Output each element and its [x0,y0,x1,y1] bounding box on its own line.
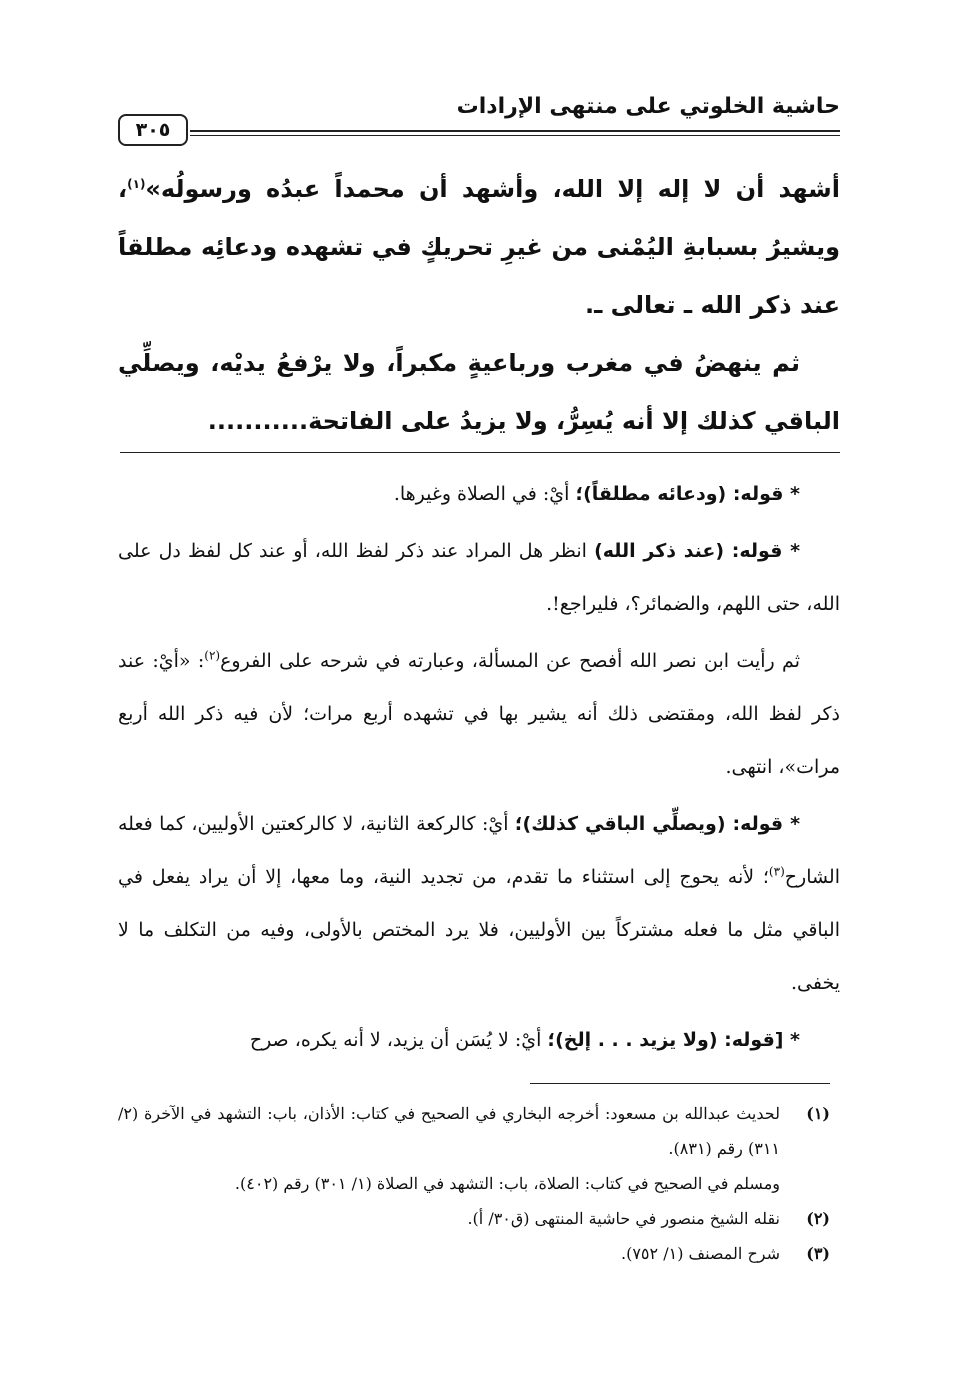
footnote [118,1236,840,1271]
commentary-text: أيْ: لا يُسَن أن يزيد، لا أنه يكره، صرح [249,1029,548,1051]
commentary-text: انظر هل المراد عند ذكر لفظ الله، أو عند كل لفظ دل على الله، حتى اللهم، والضمائر؟، فليراجع!. [118,540,840,615]
matn-text [118,160,840,450]
matn-paragraph-1 [118,160,840,334]
commentary-paragraph [118,525,840,631]
footnote-text: نقله الشيخ منصور في حاشية المنتهى (ق٣٠/ أ). [467,1209,780,1228]
header-rule [190,130,840,136]
matn-text-span: ثم ينهضُ في مغرب ورباعيةٍ مكبراً، ولا يرْفعُ يديْه، ويصلِّي الباقي كذلك إلا أنه يُسِرُّ، ولا يزيدُ على الفاتحة [118,349,840,435]
continuation-dots: ........... [207,407,309,435]
commentary-text: أيْ: في الصلاة وغيرها. [393,483,576,505]
footnote [118,1166,840,1201]
footnote-ref: (٢) [204,648,221,663]
footnote-text: ومسلم في الصحيح في كتاب: الصلاة، باب: التشهد في الصلاة (١/ ٣٠١) رقم (٤٠٢). [234,1174,780,1193]
commentary-paragraph [118,798,840,1010]
commentary-text: ؛ لأنه يحوج إلى استثناء ما تقدم، من تجديد النية، وما معها، إلا أن يراد يفعل في الباقي مثل ما فعله مشتركاً بين الأوليين، فلا يرد المختص بالأولى، وفيه من التكلف ما لا يخفى. [118,866,840,994]
commentary-paragraph [118,468,840,521]
lemma: * قوله: (ويصلِّي الباقي كذلك)؛ [514,813,801,835]
footnote-text: شرح المصنف (١/ ٧٥٢). [621,1244,780,1263]
page-header [118,92,840,142]
footnote [118,1201,840,1236]
commentary [118,468,840,1071]
footnote-ref: (١) [127,177,146,191]
lemma: * قوله: (ودعائه مطلقاً)؛ [575,483,800,505]
lemma: * [قوله: (ولا يزيد . . . إلخ)؛ [547,1029,800,1051]
commentary-text: أيْ: كالركعة الثانية، لا كالركعتين الأوليين، كما فعله الشارح [118,813,840,888]
footnote-number: (٢) [806,1209,830,1228]
footnote-number: (١) [806,1104,830,1123]
footnote-number: (٣) [806,1244,830,1263]
matn-text-span: أشهد أن لا إله إلا الله، وأشهد أن محمداً عبدُه ورسولُه» [145,175,840,203]
footnotes [118,1096,840,1271]
commentary-text: ثم رأيت ابن نصر الله أفصح عن المسألة، وعبارته في شرحه على الفروع [220,650,800,672]
commentary-paragraph [118,1014,840,1067]
footnote-text: لحديث عبدالله بن مسعود: أخرجه البخاري في الصحيح في كتاب: الأذان، باب: التشهد في الآخرة (٢/ ٣١١) رقم (٨٣١). [118,1104,780,1158]
page-number: ٣٠٥ [118,114,188,146]
matn-text-span: ، ويشيرُ بسبابةِ اليُمْنى من غيرِ تحريكٍ في تشهده ودعائِه مطلقاً عند ذكر الله ـ تعالى ـ. [118,175,840,319]
commentary-text: : «أيْ: عند ذكر لفظ الله، ومقتضى ذلك أنه يشير بها في تشهده أربع مرات؛ لأن فيه ذكر الله أربع مرات»، انتهى. [118,650,840,778]
matn-paragraph-2 [118,334,840,450]
footnote-rule [530,1083,830,1084]
footnote-ref: (٣) [768,864,785,879]
running-title: حاشية الخلوتي على منتهى الإرادات [456,94,840,119]
lemma: * قوله: (عند ذكر الله) [594,540,801,562]
footnote [118,1096,840,1166]
matn-divider [120,452,840,453]
commentary-paragraph [118,635,840,794]
